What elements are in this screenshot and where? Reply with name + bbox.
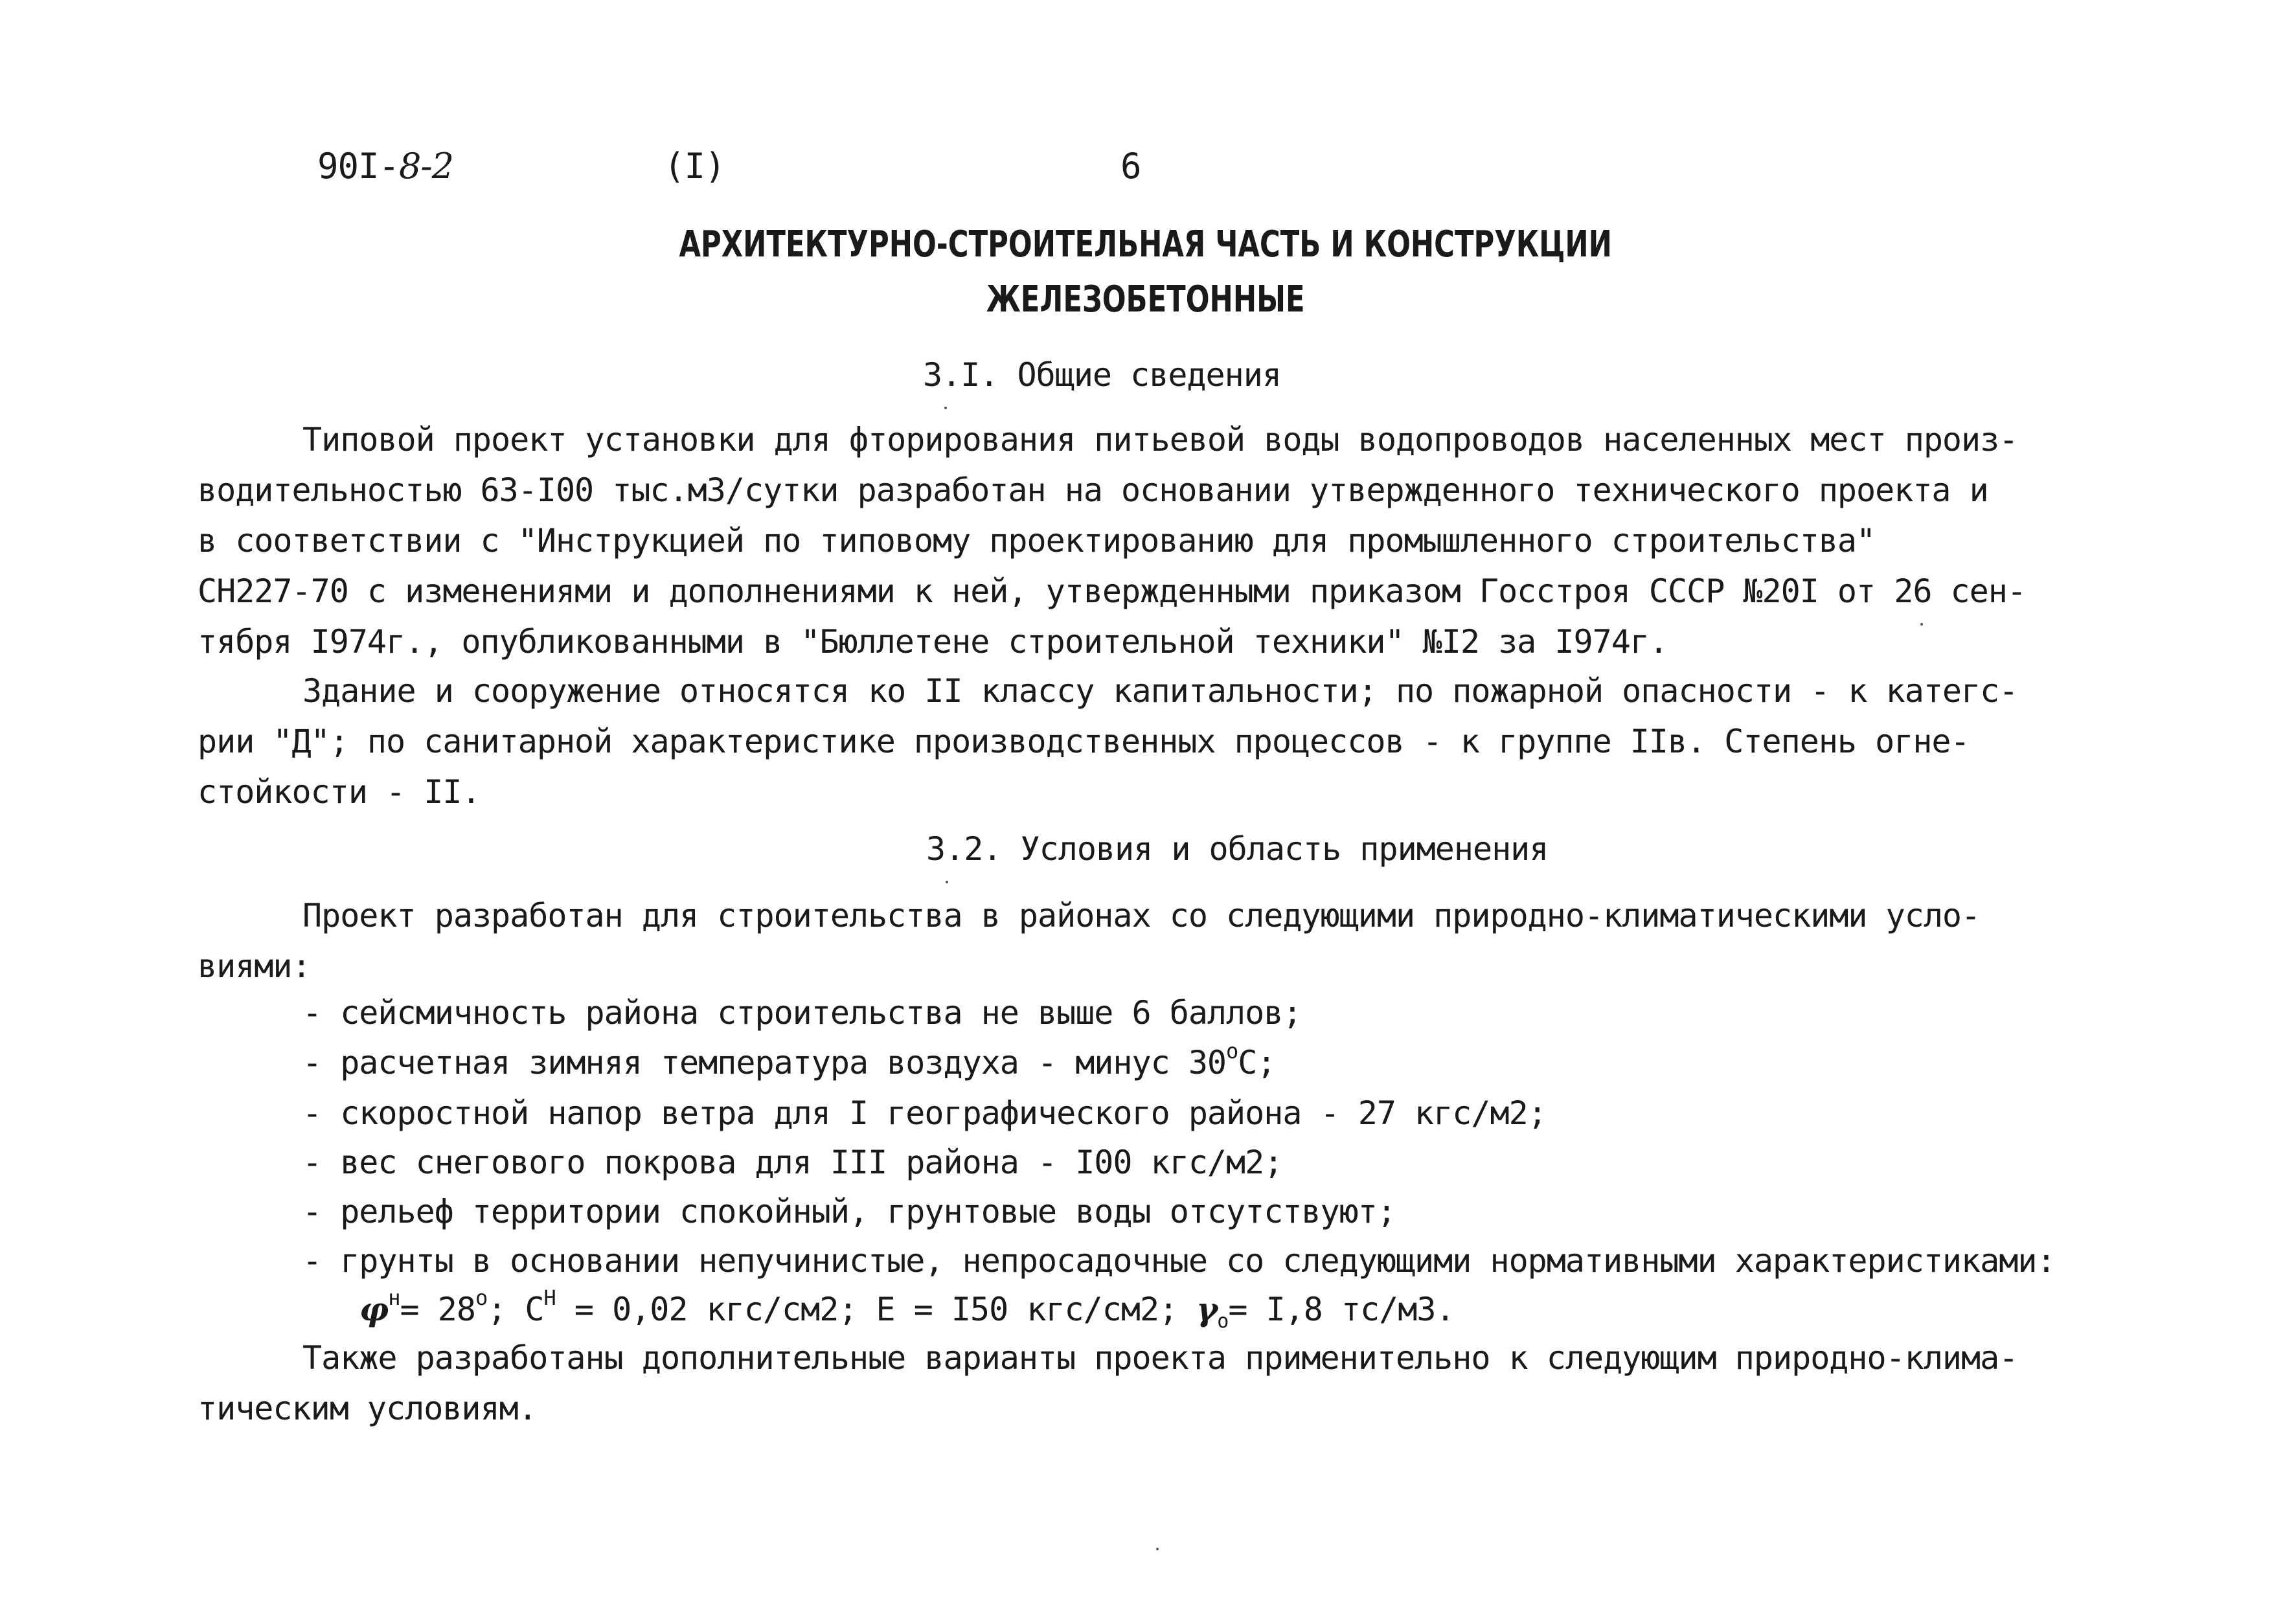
document-code [317, 146, 453, 187]
phi-symbol: φ [359, 1290, 389, 1328]
gamma-subscript: о [1217, 1310, 1229, 1333]
list-item: - грунты в основании непучинистые, непросадочные со следующими нормативными характеристиками: [302, 1242, 2056, 1280]
paragraph-line: виями: [198, 947, 311, 985]
gamma-value: = I,8 тс/м3. [1228, 1291, 1455, 1328]
title-line-2: ЖЕЛЕЗОБЕТОННЫЕ [986, 278, 1305, 321]
paragraph-line: рии "Д"; по санитарной характеристике производственных процессов - к группе IIв. Степень огне- [198, 723, 1970, 760]
list-item-text: - расчетная зимняя температура воздуха - минус 30 [302, 1044, 1227, 1081]
list-item: - сейсмичность района строительства не выше 6 баллов; [302, 994, 1302, 1032]
paragraph-line: Здание и сооружение относятся ко II классу капитальности; по пожарной опасности - к категс- [302, 672, 2018, 710]
paragraph-line: Также разработаны дополнительные варианты проекта применительно к следующим природно-клима- [302, 1339, 2018, 1377]
gamma-symbol: γ [1196, 1290, 1218, 1328]
scan-speck [946, 881, 948, 883]
document-code-prefix: 90I- [317, 146, 400, 187]
degree-mark: o [1226, 1039, 1238, 1064]
paragraph-line: водительностью 63-I00 тыс.м3/сутки разработан на основании утвержденного технического проекта и [198, 471, 1988, 509]
phi-degree: o [475, 1285, 488, 1311]
scan-speck [1156, 1548, 1159, 1550]
paragraph-line: СН227-70 с изменениями и дополнениями к ней, утвержденными приказом Госстроя СССР №20I от 26 сен- [198, 572, 2026, 610]
document-part: (I) [664, 146, 725, 187]
paragraph-line: в соответствии с "Инструкцией по типовому проектированию для промышленного строительства" [198, 522, 1876, 560]
paragraph-line: тическим условиям. [198, 1390, 537, 1427]
c-label: ; С [487, 1291, 544, 1328]
document-code-suffix: 8-2 [399, 146, 454, 187]
paragraph-line: Типовой проект установки для фторирования питьевой воды водопроводов населенных мест произ- [302, 421, 2018, 458]
temperature-unit: С; [1238, 1044, 1276, 1081]
section-2-heading: 3.2. Условия и область применения [926, 830, 1549, 868]
list-item: - вес снегового покрова для III района - I00 кгс/м2; [302, 1144, 1283, 1181]
paragraph-line: Проект разработан для строительства в районах со следующими природно-климатическими усло- [302, 897, 1981, 934]
page-number: 6 [1120, 146, 1141, 187]
title-line-1: АРХИТЕКТУРНО-СТРОИТЕЛЬНАЯ ЧАСТЬ И КОНСТРУКЦИИ [679, 223, 1612, 266]
c-superscript: Н [543, 1285, 556, 1311]
section-1-heading: 3.I. Общие сведения [923, 356, 1281, 394]
phi-superscript: н [388, 1285, 400, 1311]
list-item: - рельеф территории спокойный, грунтовые воды отсутствуют; [302, 1193, 1396, 1230]
list-item [302, 1039, 1276, 1081]
list-item: - скоростной напор ветра для I географического района - 27 кгс/м2; [302, 1094, 1547, 1132]
c-value: = 0,02 кгс/см2; Е = I50 кгс/см2; [555, 1291, 1197, 1328]
scan-speck [944, 407, 947, 409]
paragraph-line: тября I974г., опубликованными в "Бюллетене строительной техники" №I2 за I974г. [198, 623, 1668, 661]
soil-formula [359, 1285, 1455, 1333]
paragraph-line: стойкости - II. [198, 773, 481, 811]
scan-speck [1920, 623, 1923, 626]
phi-value: = 28 [400, 1291, 475, 1328]
